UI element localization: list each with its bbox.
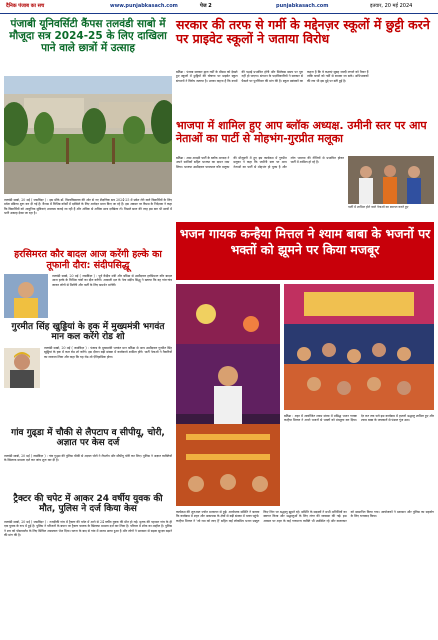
paper-name: दैनिक पंजाब का सच xyxy=(6,3,45,9)
portrait-image xyxy=(4,348,40,388)
campus-photo xyxy=(4,76,172,194)
headline-roadshow: गुरमीत सिंह खुड्डियां के हक में मुख्यमंत्री भगवंत मान कल करेंगे रोड शो xyxy=(11,322,165,343)
headline-bhajan-banner: भजन गायक कन्हैया मित्तल ने श्याम बाबा के भजनों पर भक्तों को झूमने पर किया मजबूर xyxy=(176,222,434,280)
joining-event-photo xyxy=(348,156,434,204)
left-column xyxy=(4,16,172,636)
article-tractor: तलवंडी साबो, 20 मई ( जसविंदर ) : नजदीकी गांव में ट्रैक्टर की चपेट में आने से 24 वर्षीय युवक की मौत हो गई। मृतक की पहचान गांव के ही एक युवक के रूप में हुई है। पुलिस ने परिजनों के बयान पर ट्रैक्टर चालक के खिलाफ मामला दर्ज कर लिया है। परिवार में शोक का माहौल है। पुलिस ने शव को पोस्टमार्टम के लिए सिविल अस्पताल भेज दिया। घटना के बाद से गांव में मातम छाया हुआ है और लोगों ने प्रशासन से सड़क सुरक्षा बढ़ाने की मांग की है। xyxy=(4,520,172,537)
campus-image xyxy=(4,76,172,194)
headline-school-holidays: सरकार की तरफ से गर्मी के मद्देनज़र स्कूलों में छुट्टी करने पर प्राइवेट स्कूलों ने जताया विरोध xyxy=(176,17,430,47)
issue-date: इतवार, 20 मई 2024 xyxy=(370,3,413,9)
headline-tractor-accident: ट्रैक्टर की चपेट में आकर 24 वर्षीय युवक की मौत, पुलिस ने दर्ज किया केस xyxy=(13,494,163,515)
devotees-crowd-photo xyxy=(284,284,434,410)
article-harsimrat: तलवंडी साबो, 20 मई ( जसविंदर ) : पूर्व केंद्रीय मंत्री और बठिंडा से उम्मीदवार हरसिमरत कौर बादल आज हल्के के विभिन्न गांवों का दौरा करेंगी। अकाली दल के नेता संदीप सिद्धू ने बताया कि वह गांव-गांव जाकर लोगों से मिलेंगी और पार्टी के लिए समर्थन मांगेंगी। xyxy=(52,274,172,287)
article-bhajan-part1: बठिंडा : शहर में आयोजित श्याम संध्या में प्रसिद्ध भजन गायक कन्हैया मित्तल ने अपने भजनों से भक्तों को मंत्रमुग्ध कर दिया। देर रात तक चले इस कार्यक्रम में हजारों श्रद्धालु शामिल हुए और श्याम बाबा के जयकारों से पंडाल गूंज उठा। xyxy=(284,414,434,423)
singer-stage-photo xyxy=(176,284,280,506)
headline-university-admission: पंजाबी यूनिवर्सिटी कैंपस तलवंडी साबो में मौजूदा सत्र 2024-25 के लिए दाखिला पाने वाले छात्रों में उत्साह xyxy=(9,18,167,55)
website-url-right[interactable]: punjabkasach.com xyxy=(276,3,329,9)
masthead xyxy=(0,0,438,14)
article-university: तलवंडी साबो, 20 मई ( जसविंदर ) : इस मौके डॉ. विश्वविद्यालय की ओर से नए शैक्षणिक सत्र 2024-25 में प्रवेश लेने वाले विद्यार्थियों के लिए प्रवेश प्रक्रिया शुरू कर दी गई है। कैंपस में विभिन्न कोर्सों में दाखिले के लिए आवेदन प्राप्त किए जा रहे हैं। इस अवसर पर कैंपस के निदेशक ने कहा कि विद्यार्थियों को आधुनिक सुविधाएं उपलब्ध कराई जा रही हैं और अधिक से अधिक छात्र दाखिला लें। पिछले साल की तरह इस बार भी छात्रों में भारी उत्साह देखा जा रहा है। xyxy=(4,198,172,215)
joining-event-image xyxy=(348,156,434,204)
chief-minister-photo xyxy=(4,348,40,388)
right-column xyxy=(176,16,434,636)
article-roadshow: तलवंडी साबो, 20 मई ( जसविंदर ) : पंजाब के मुख्यमंत्री भगवंत मान बठिंडा से आप उम्मीदवार गुरमीत सिंह खुड्डियां के हक में कल रोड शो करेंगे। इस दौरान बड़ी संख्या में कार्यकर्ता शामिल होंगे। पार्टी नेताओं ने तैयारियों का जायजा लिया और कहा कि यह रोड शो ऐतिहासिक होगा। xyxy=(44,346,172,359)
article-bjp-joining: बठिंडा : आम आदमी पार्टी के ब्लॉक अध्यक्ष ने अपने साथियों सहित भाजपा का दामन थाम लिया। भाजपा उम्मीदवार परमपाल कौर मलूका की मौजूदगी में हुए इस कार्यक्रम में गुरप्रीत मलूका ने कहा कि जमीनी स्तर पर आप नेताओं का पार्टी से मोहभंग हो चुका है और लोग भाजपा की नीतियों से प्रभावित होकर पार्टी में शामिल हो रहे हैं। xyxy=(176,156,344,169)
candidate-image xyxy=(4,274,48,318)
article-theft: तलवंडी साबो, 20 मई ( जसविंदर ) : गांव गुढ्डा की पुलिस चौकी से अज्ञात चोरों ने लैपटॉप और सीपीयू चोरी कर लिए। पुलिस ने अज्ञात व्यक्तियों के खिलाफ मामला दर्ज कर जांच शुरू कर दी है। xyxy=(4,454,172,463)
website-url-left[interactable]: www.punjabkasach.com xyxy=(110,3,178,9)
article-bhajan-part2: कार्यक्रम की शुरुआत ज्योत प्रज्वलन से हुई। आयोजक समिति ने बताया कि कार्यक्रम में शहर और आसपास के क्षेत्रों से बड़ी संख्या में भक्त पहुंचे। कन्हैया मित्तल ने 'जो राम को लाए हैं' सहित कई लोकप्रिय भजन प्रस्तुत किए जिन पर श्रद्धालु झूमते रहे। समिति के सदस्यों ने सभी अतिथियों का स्वागत किया और श्रद्धालुओं के लिए लंगर की व्यवस्था की गई। इस अवसर पर शहर के कई गणमान्य व्यक्ति भी उपस्थित रहे और कलाकार को सम्मानित किया गया। आयोजकों ने प्रशासन और पुलिस का सहयोग के लिए धन्यवाद किया। xyxy=(176,510,434,523)
article-school-holidays: बठिंडा : पंजाब सरकार द्वारा गर्मी के मौसम को देखते हुए स्कूलों में छुट्टियों की घोषणा पर प्राइवेट स्कूल संगठनों ने विरोध जताया है। उनका कहना है कि बच्चों की पढ़ाई प्रभावित होगी और सिलेबस समय पर पूरा नहीं हो पाएगा। संगठन के पदाधिकारियों ने सरकार से फैसले पर पुनर्विचार की मांग की है। स्कूल प्रबंधकों का कहना है कि वे कक्षाएं सुबह जल्दी लगाने को तैयार हैं ताकि बच्चों को गर्मी से बचाया जा सके। अभिभावकों की राय भी इस मुद्दे पर बंटी हुई है। xyxy=(176,70,369,83)
candidate-photo xyxy=(4,274,48,318)
stage-image xyxy=(176,284,280,506)
crowd-image xyxy=(284,284,434,410)
headline-bjp-joining: भाजपा में शामिल हुए आप ब्लॉक अध्यक्ष. उमीनी स्तर पर आप नेताओं का पार्टी से मोहभंग-गुरप्रीत मलूका xyxy=(176,119,427,145)
joining-photo-caption: पार्टी में शामिल होने वाले नेताओं का स्वागत करते हुए xyxy=(348,205,409,209)
headline-theft: गांव गुढ्डा में चौकी से लैपटाप व सीपीयू, चोरी, अज्ञात पर केस दर्ज xyxy=(11,428,165,449)
page-number: पेज 2 xyxy=(200,3,212,9)
headline-harsimrat: हरसिमरत कौर बादल आज करेंगी हल्के का तूफानी दौरा: संदीपसिद्धू xyxy=(14,249,162,271)
